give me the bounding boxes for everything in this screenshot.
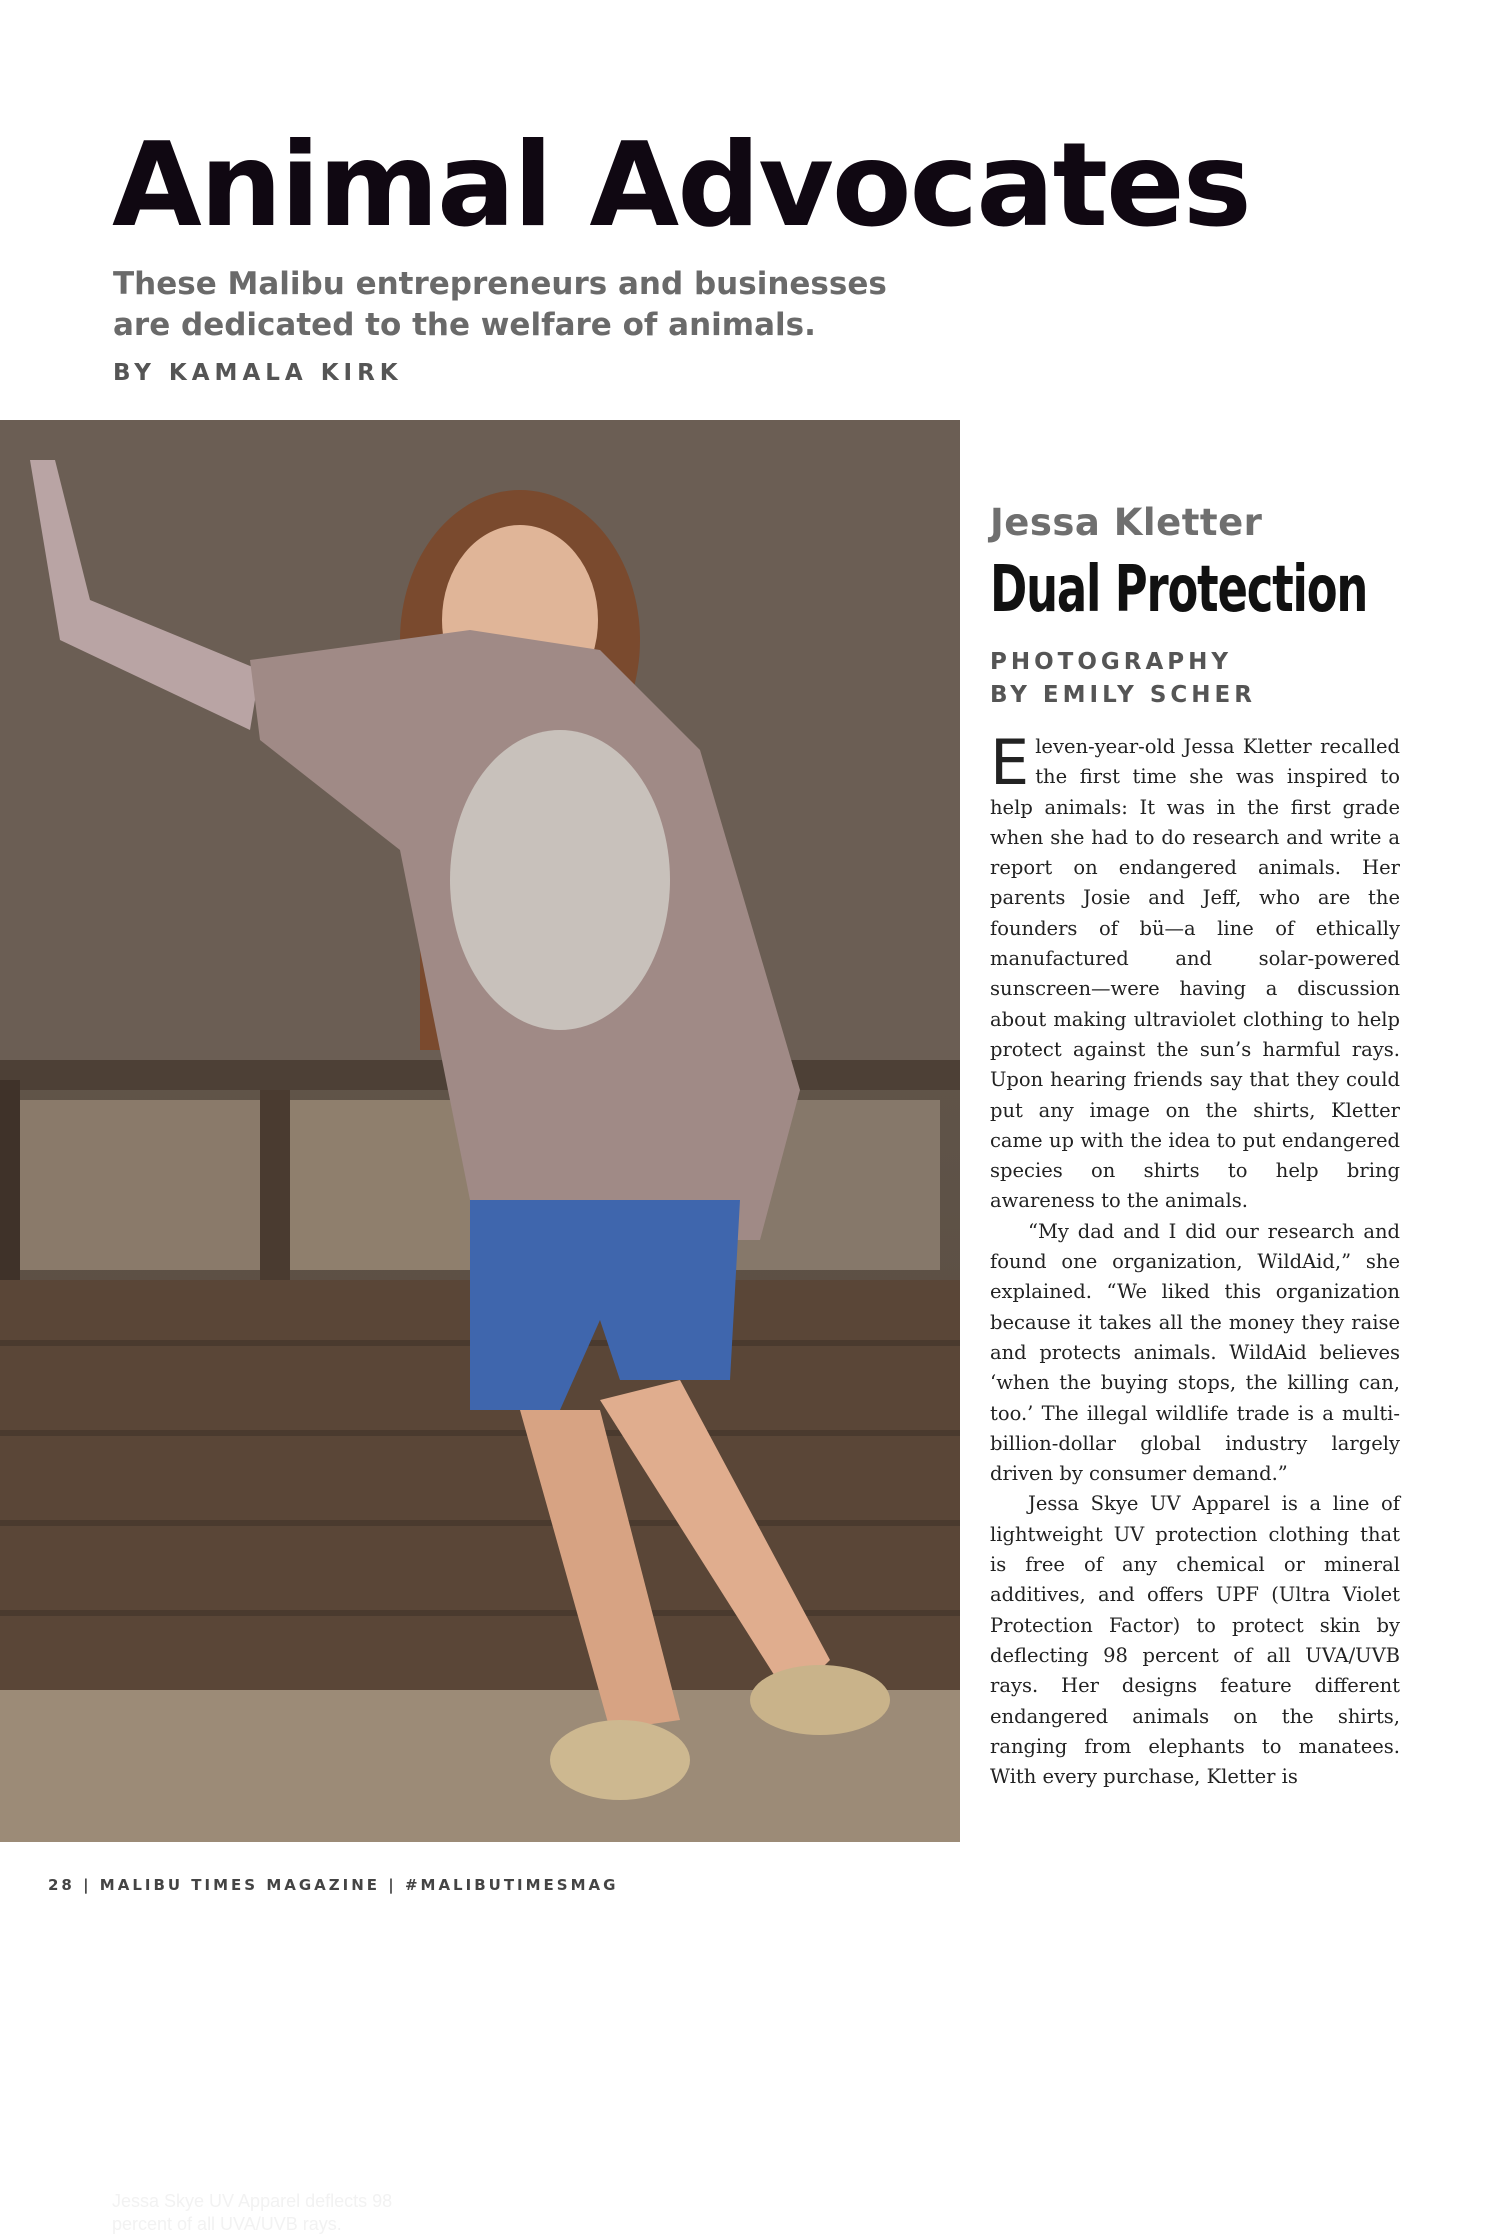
body-paragraph-3: Jessa Skye UV Apparel is a line of lightweight UV protection clothing that is free of any chemical or mineral additives, and offers UPF (Ultra Violet Protection Factor) to protect skin by deflecting 98 percent of all UVA/UVB rays. Her designs feature different endangered animals on the shirts, ranging from elephants to manatees. With every purchase, Kletter is xyxy=(990,1492,1400,1789)
photo-credit-line-1: PHOTOGRAPHY xyxy=(990,649,1233,675)
page-folio: 28 | MALIBU TIMES MAGAZINE | #MALIBUTIMESMAG xyxy=(48,1876,619,1894)
headline: Animal Advocates xyxy=(112,118,1250,253)
body-paragraph-1 xyxy=(990,726,1400,1217)
drop-cap: E xyxy=(990,726,1030,799)
section-title: Dual Protection xyxy=(990,553,1368,627)
photo-caption: Jessa Skye UV Apparel deflects 98 percent of all UVA/UVB rays. xyxy=(112,2191,393,2234)
article-body xyxy=(990,726,1400,1792)
body-paragraph-2: “My dad and I did our research and found one organization, WildAid,” she explained. “We liked this organization because it takes all the money they raise and protects animals. WildAid believes ‘when the buying stops, the killing can, too.’ The illegal wildlife trade is a multi-billion-dollar global industry largely driven by consumer demand.” xyxy=(990,1219,1400,1486)
profile-name: Jessa Kletter xyxy=(990,501,1263,544)
byline: BY KAMALA KIRK xyxy=(113,360,403,386)
deck-subtitle: These Malibu entrepreneurs and businesses are dedicated to the welfare of animals. xyxy=(113,266,887,343)
article-column xyxy=(990,500,1400,1792)
body-paragraph-1-text: leven-year-old Jessa Kletter recalled the first time she was inspired to help animals: It was in the first grade when she had to do research and write a report on endangered animals. Her parents Josie and Jeff, who are the founders of bü—a line of ethically manufactured and solar-powered sunscreen—were having a discussion about making ultraviolet clothing to help protect against the sun’s harmful rays. Upon hearing friends say that they could put any image on the shirts, Kletter came up with the idea to put endangered species on shirts to help bring awareness to the animals. xyxy=(990,735,1400,1213)
photo-credit-line-2: BY EMILY SCHER xyxy=(990,682,1256,708)
feature-photo-illustration xyxy=(0,420,960,1842)
photo-credit xyxy=(990,646,1400,712)
